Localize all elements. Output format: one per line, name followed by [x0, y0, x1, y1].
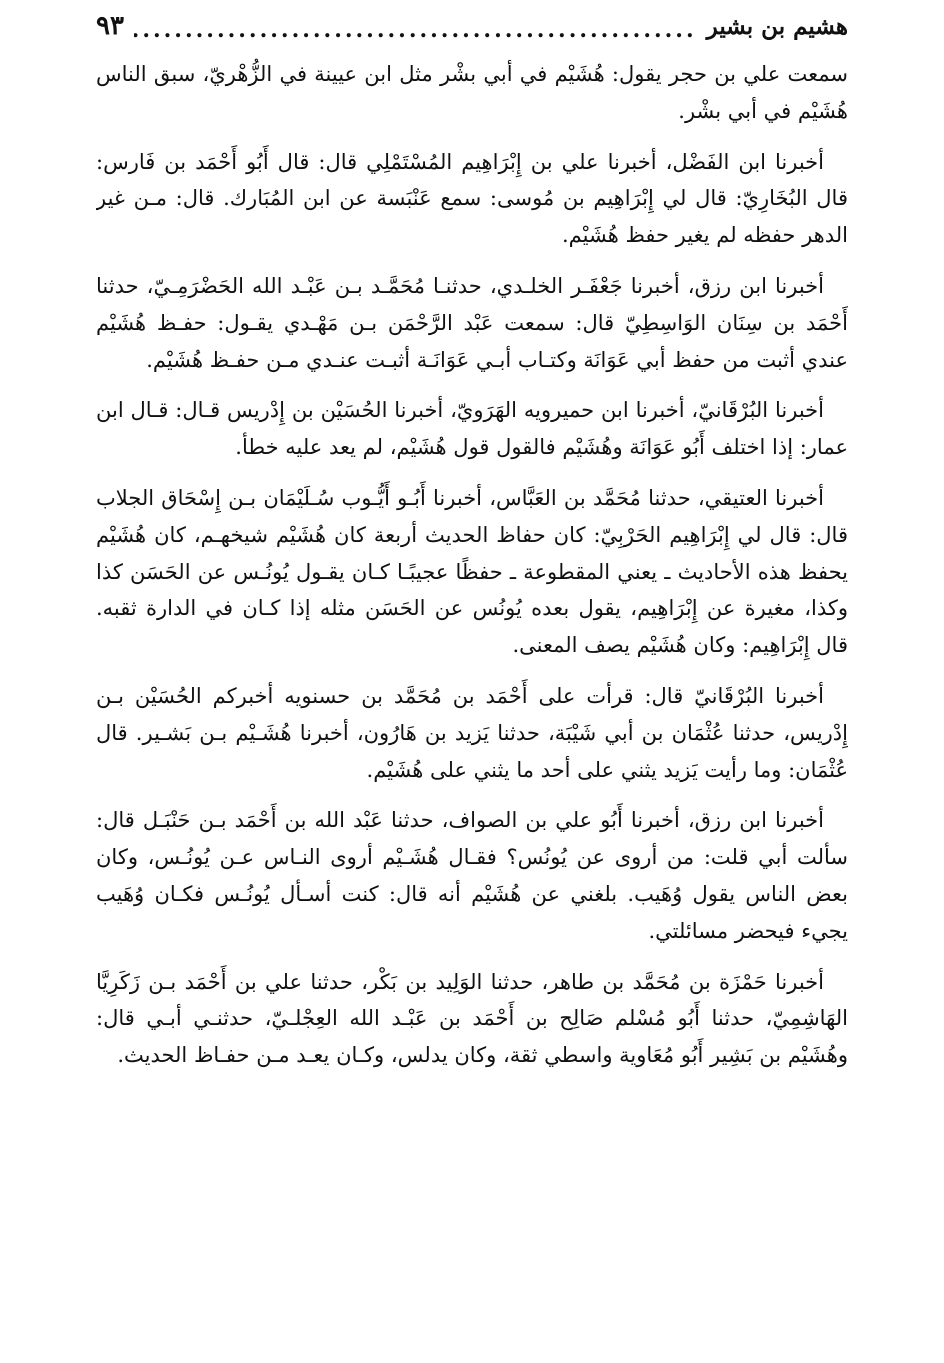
- paragraph: أخبرنا البُرْقَانيّ قال: قرأت على أَحْمَد بن مُحَمَّد بن حسنويه أخبركم الحُسَيْن بـن إِدْريس، حدثنا عُثْمَان بن أبي شَيْبَة، حدثنا يَزيد بن هَارُون، أخبرنا هُشَـيْم بـن بَشـير. قال عُثْمَان: وما رأيت يَزيد يثني على أحد ما يثني على هُشَيْم.: [96, 683, 848, 782]
- page-number: ٩٣: [96, 11, 124, 41]
- running-title: هشيم بن بشير: [706, 12, 848, 40]
- paragraph: أخبرنا ابن رزق، أخبرنا جَعْفَـر الخلـدي، حدثنـا مُحَمَّـد بـن عَبْـد الله الحَضْرَمِـيّ، حدثنا أَحْمَد بن سِنَان الوَاسِطِيّ قال: سمعت عَبْد الرَّحْمَن بـن مَهْـدي يقـول: حفـظ هُشَيْم عندي أثبت من حفظ أبي عَوَانَة وكتـاب أبـي عَوَانَـة أثبـت عنـدي مـن حفـظ هُشَيْم.: [96, 273, 848, 372]
- paragraph: أخبرنا ابن الفَضْل، أخبرنا علي بن إِبْرَاهِيم المُسْتَمْلِي قال: قال أَبُو أَحْمَد بن فَارس: قال البُخَارِيّ: قال لي إِبْرَاهِيم بن مُوسى: سمع عَنْبَسة عن ابن المُبَارك. قال: مـن غير الدهر حفظه لم يغير حفظ هُشَيْم.: [96, 149, 848, 248]
- paragraph: أخبرنا العتيقي، حدثنا مُحَمَّد بن العَبَّاس، أخبرنا أَبُـو أَيُّـوب سُـلَيْمَان بـن إِسْحَاق الجلاب قال: قال لي إِبْرَاهِيم الحَرْبِيّ: كان حفاظ الحديث أربعة كان هُشَيْم شيخهـم، كان هُشَيْم يحفظ هذه الأحاديث ـ يعني المقطوعة ـ حفظًا عجيبًـا كـان يقـول يُونُـس عن الحَسَن كذا وكذا، مغيرة عن إِبْرَاهِيم، يقول بعده يُونُس عن الحَسَن مثله إذا كـان في الدارة ثقبه. قال إِبْرَاهِيم: وكان هُشَيْم يصف المعنى.: [96, 485, 848, 658]
- paragraph: أخبرنا ابن رزق، أخبرنا أَبُو علي بن الصواف، حدثنا عَبْد الله بن أَحْمَد بـن حَنْبَـل قال: سألت أبي قلت: من أروى عن يُونُس؟ فقـال هُشَـيْم أروى النـاس عـن يُونُـس، وكان بعض الناس يقول وُهَيب. بلغني عن هُشَيْم أنه قال: كنت أسـأل يُونُـس فكـان وُهَيب يجيء فيحضر مسائلتي.: [96, 808, 848, 943]
- leader-dots: [134, 11, 697, 41]
- paragraph: أخبرنا حَمْزَة بن مُحَمَّد بن طاهر، حدثنا الوَلِيد بن بَكْر، حدثنا علي بن أَحْمَد بـن زَكَرِيَّا الهَاشِمِيّ، حدثنا أَبُو مُسْلم صَالِح بن أَحْمَد بن عَبْـد الله العِجْلـيّ، حدثنـي أبـي قال: وهُشَيْم بن بَشِير أَبُو مُعَاوية واسطي ثقة، وكان يدلس، وكـان يعـد مـن حفـاظ الحديث.: [96, 969, 848, 1068]
- running-header: [96, 8, 848, 44]
- paragraph: سمعت علي بن حجر يقول: هُشَيْم في أبي بشْر مثل ابن عيينة في الزُّهْريّ، سبق الناس هُشَيْم في أبي بشْر.: [96, 62, 848, 123]
- paragraph: أخبرنا البُرْقَانيّ، أخبرنا ابن حميرويه الهَرَويّ، أخبرنا الحُسَيْن بن إِدْريس قـال: قـال ابن عمار: إذا اختلف أَبُو عَوَانَة وهُشَيْم فالقول قول هُشَيْم، لم يعد عليه خطأ.: [96, 398, 848, 460]
- main-text: [96, 56, 848, 1351]
